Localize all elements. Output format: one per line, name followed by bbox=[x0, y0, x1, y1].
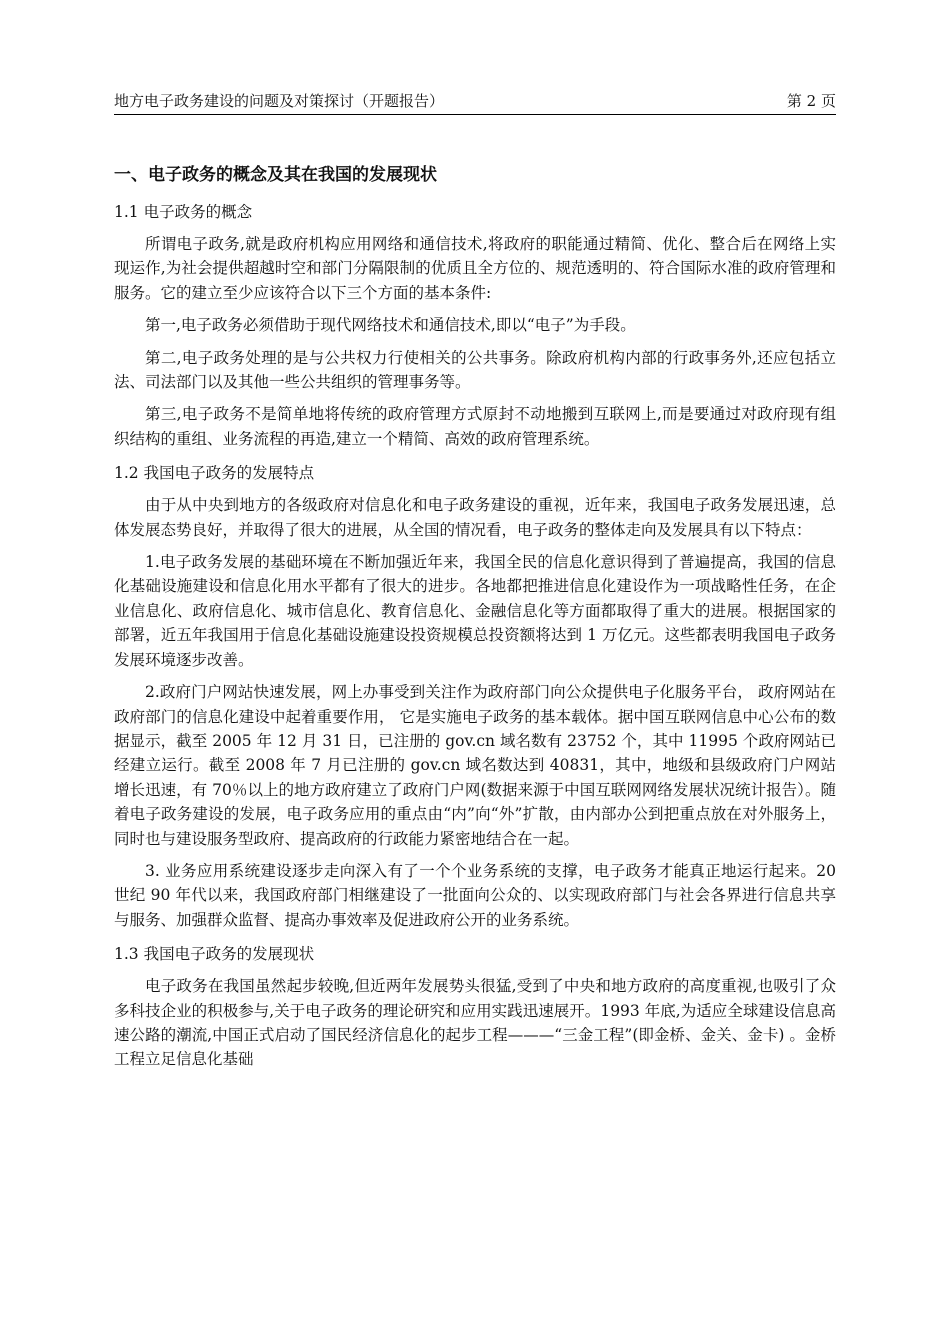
subsection-title-1-3: 1.3 我国电子政务的发展现状 bbox=[114, 945, 315, 964]
paragraph: 第二,电子政务处理的是与公共权力行使相关的公共事务。除政府机构内部的行政事务外,还应包括立法、司法部门以及其他一些公共组织的管理事务等。 bbox=[114, 348, 836, 392]
paragraph: 电子政务在我国虽然起步较晚,但近两年发展势头很猛,受到了中央和地方政府的高度重视,也吸引了众多科技企业的积极参与,关于电子政务的理论研究和应用实践迅速展开。1993 年底,为适应全球建设信息高速公路的潮流,中国正式启动了国民经济信息化的起步工程———“三金工程”(即金桥、金关、金卡) 。金桥工程立足信息化基础 bbox=[114, 977, 836, 1069]
paragraph: 3. 业务应用系统建设逐步走向深入有了一个个业务系统的支撑，电子政务才能真正地运行起来。20 世纪 90 年代以来，我国政府部门相继建设了一批面向公众的、以实现政府部门与社会各界进行信息共享与服务、加强群众监督、提高办事效率及促进政府公开的业务系统。 bbox=[114, 861, 836, 929]
paragraph: 2.政府门户网站快速发展，网上办事受到关注作为政府部门向公众提供电子化服务平台， 政府网站在政府部门的信息化建设中起着重要作用， 它是实施电子政务的基本载体。据中国互联网信息中心公布的数据显示，截至 2005 年 12 月 31 日，已注册的 gov.cn 域名数有 23752 个，其中 11995 个政府网站已经建立运行。截至 2008 年 7 月已注册的 gov.cn 域名数达到 40831，其中，地级和县级政府门户网站增长迅速，有 70％以上的地方政府建立了政府门户网(数据来源于中国互联网网络发展状况统计报告）。随着电子政务建设的发展，电子政务应用的重点由“内”向“外”扩散，由内部办公到把重点放在对外服务上，同时也与建设服务型政府、提高政府的行政能力紧密地结合在一起。 bbox=[114, 683, 836, 848]
paragraph: 由于从中央到地方的各级政府对信息化和电子政务建设的重视，近年来，我国电子政务发展迅速，总体发展态势良好，并取得了很大的进展，从全国的情况看，电子政务的整体走向及发展具有以下特点： bbox=[114, 496, 836, 539]
paragraph: 所谓电子政务,就是政府机构应用网络和通信技术,将政府的职能通过精简、优化、整合后在网络上实现运作,为社会提供超越时空和部门分隔限制的优质且全方位的、规范透明的、符合国际水准的政府管理和服务。它的建立至少应该符合以下三个方面的基本条件: bbox=[114, 235, 836, 302]
page-number: 第 2 页 bbox=[786, 92, 836, 110]
document-title: 地方电子政务建设的问题及对策探讨（开题报告） bbox=[114, 92, 445, 110]
subsection-title-1-1: 1.1 电子政务的概念 bbox=[114, 203, 253, 221]
paragraph: 第一,电子政务必须借助于现代网络技术和通信技术,即以“电子”为手段。 bbox=[145, 316, 636, 335]
page-header bbox=[114, 88, 836, 115]
subsection-title-1-2: 1.2 我国电子政务的发展特点 bbox=[114, 464, 315, 483]
paragraph: 第三,电子政务不是简单地将传统的政府管理方式原封不动地搬到互联网上,而是要通过对政府现有组织结构的重组、业务流程的再造,建立一个精简、高效的政府管理系统。 bbox=[114, 405, 836, 448]
paragraph: 1.电子政务发展的基础环境在不断加强近年来，我国全民的信息化意识得到了普遍提高，我国的信息化基础设施建设和信息化用水平都有了很大的进步。各地都把推进信息化建设作为一项战略性任务，在企业信息化、政府信息化、城市信息化、教育信息化、金融信息化等方面都取得了重大的进展。根据国家的部署，近五年我国用于信息化基础设施建设投资规模总投资额将达到 1 万亿元。这些都表明我国电子政务发展环境逐步改善。 bbox=[114, 553, 836, 669]
document-body bbox=[114, 160, 836, 1080]
section-heading: 一、电子政务的概念及其在我国的发展现状 bbox=[114, 165, 437, 185]
